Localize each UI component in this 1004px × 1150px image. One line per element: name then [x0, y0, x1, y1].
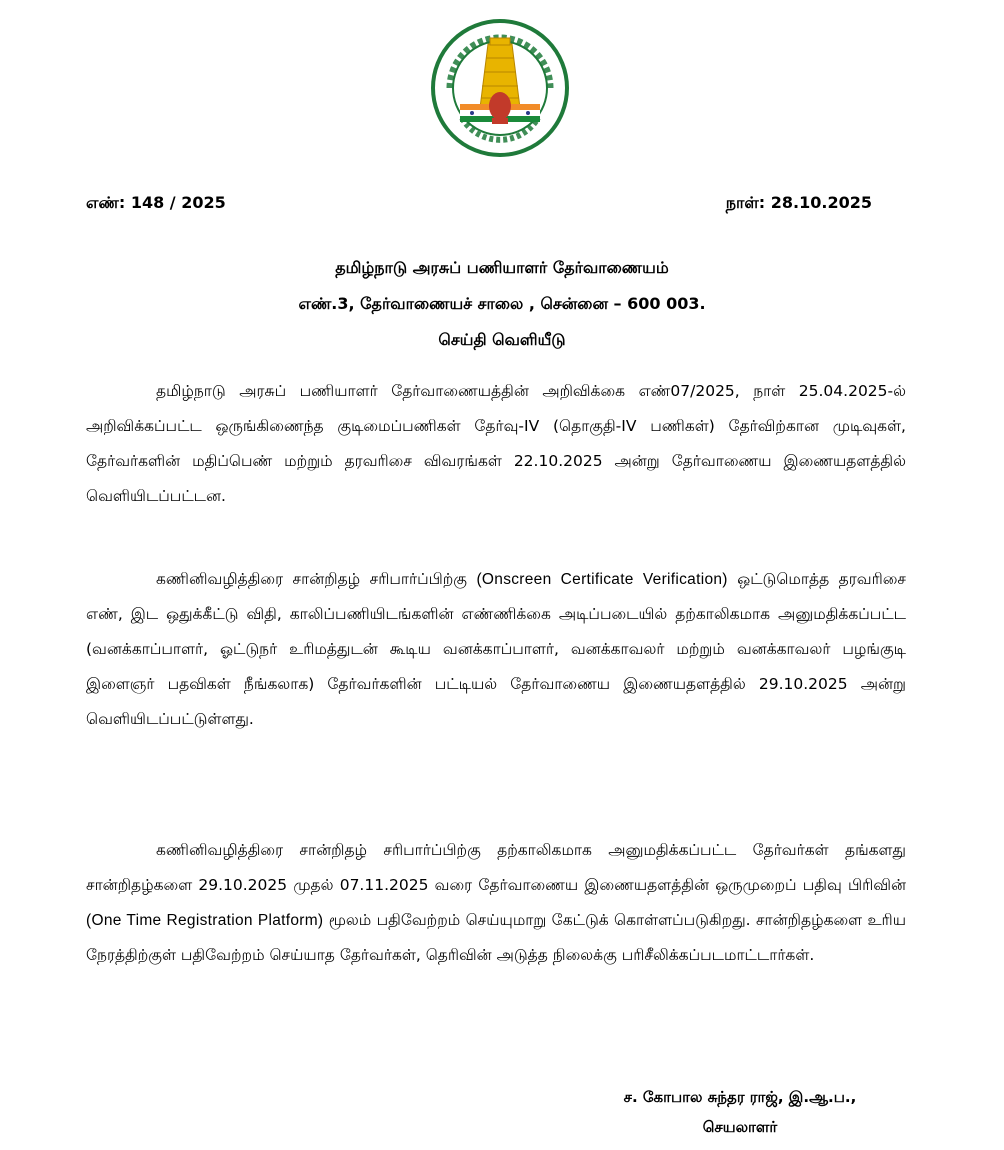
paragraph-3-text	[86, 833, 906, 973]
reference-date-value: 28.10.2025	[770, 193, 872, 212]
reference-row	[86, 193, 872, 217]
signatory-designation: செயலாளர்	[702, 1118, 778, 1136]
reference-date-label: நாள்:	[725, 193, 766, 212]
paragraph-1	[86, 374, 906, 514]
signatory-name: ச. கோபால சுந்தர ராஜ், இ.ஆ.ப.,	[623, 1088, 857, 1106]
reference-number	[86, 193, 226, 214]
paragraph-1-text: தமிழ்நாடு அரசுப் பணியாளர் தேர்வாணையத்தின் அறிவிக்கை எண்07/2025, நாள் 25.04.2025-ல் அறிவிக்கப்பட்ட ஒருங்கிணைந்த குடிமைப்பணிகள் தேர்வு-IV (தொகுதி-IV பணிகள்) தேர்விற்கான முடிவுகள், தேர்வர்களின் மதிப்பெண் மற்றும் தரவரிசை விவரங்கள் 22.10.2025 அன்று தேர்வாணைய இணையதளத்தில் வெளியிடப்பட்டன.	[86, 382, 906, 505]
paragraph-3-text-before: கணினிவழித்திரை சான்றிதழ் சரிபார்ப்பிற்கு தற்காலிகமாக அனுமதிக்கப்பட்ட தேர்வர்கள் தங்களது சான்றிதழ்களை 29.10.2025 முதல் 07.11.2025 வரை தேர்வாணைய இணையதளத்தின் ஒருமுறைப் பதிவு பிரிவின்	[86, 841, 906, 894]
signature-block	[590, 1082, 890, 1142]
paragraph-2-text-after: ஒட்டுமொத்த தரவரிசை எண், இட ஒதுக்கீட்டு விதி, காலிப்பணியிடங்களின் எண்ணிக்கை அடிப்படையில் தற்காலிகமாக அனுமதிக்கப்பட்ட (வனக்காப்பாளர், ஓட்டுநர் உரிமத்துடன் கூடிய வனக்காப்பாளர், வனக்காவலர் மற்றும் வனக்காவலர் பழங்குடி இளைஞர் பதவிகள் நீங்கலாக) தேர்வர்களின் பட்டியல் தேர்வாணைய இணையதளத்தில் 29.10.2025 அன்று வெளியிடப்பட்டுள்ளது.	[86, 570, 906, 728]
reference-date	[726, 193, 872, 214]
paragraph-2	[86, 562, 906, 737]
tnpsc-emblem-icon	[430, 18, 570, 158]
paragraph-3-text-after: மூலம் பதிவேற்றம் செய்யுமாறு கேட்டுக் கொள்ளப்படுகிறது. சான்றிதழ்களை உரிய நேரத்திற்குள் பதிவேற்றம் செய்யாத தேர்வர்கள், தெரிவின் அடுத்த நிலைக்கு பரிசீலிக்கப்படமாட்டார்கள்.	[86, 911, 906, 964]
organization-address: எண்.3, தேர்வாணையச் சாலை , சென்னை – 600 003.	[298, 294, 706, 313]
document-title: செய்தி வெளியீடு	[438, 330, 566, 349]
letterhead	[0, 250, 1004, 358]
reference-number-value: 148 / 2025	[130, 193, 226, 212]
paragraph-3	[86, 833, 906, 973]
paragraph-2-text-before: கணினிவழித்திரை சான்றிதழ் சரிபார்ப்பிற்கு	[156, 570, 477, 588]
paragraph-2-text	[86, 562, 906, 737]
organization-name: தமிழ்நாடு அரசுப் பணியாளர் தேர்வாணையம்	[335, 258, 669, 277]
paragraph-2-english-phrase: (Onscreen Certificate Verification)	[476, 571, 728, 588]
paragraph-3-english-phrase: (One Time Registration Platform)	[86, 912, 324, 929]
reference-number-label: எண்:	[86, 193, 126, 212]
